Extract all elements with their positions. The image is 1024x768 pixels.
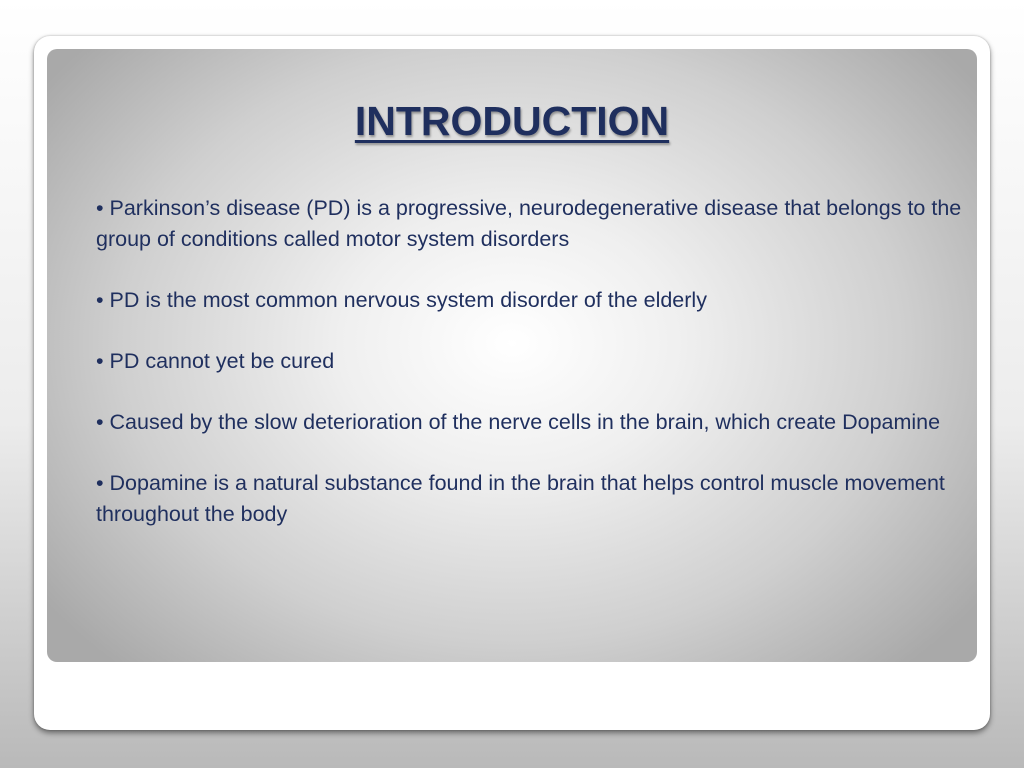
slide-title: INTRODUCTION [354,98,670,144]
slide-frame [34,36,990,730]
bullet-list [96,193,966,560]
bullet-item: • Caused by the slow deterioration of the nerve cells in the brain, which create Dopamine [96,410,941,434]
bullet-item: • PD is the most common nervous system disorder of the elderly [96,288,707,312]
bullet-item: • Parkinson’s disease (PD) is a progressive, neurodegenerative disease that belongs to the group of conditions called motor system disorders [96,196,962,251]
content-panel [47,49,977,662]
bullet-item: • Dopamine is a natural substance found in the brain that helps control muscle movement throughout the body [96,471,945,526]
bullet-item: • PD cannot yet be cured [96,349,335,373]
